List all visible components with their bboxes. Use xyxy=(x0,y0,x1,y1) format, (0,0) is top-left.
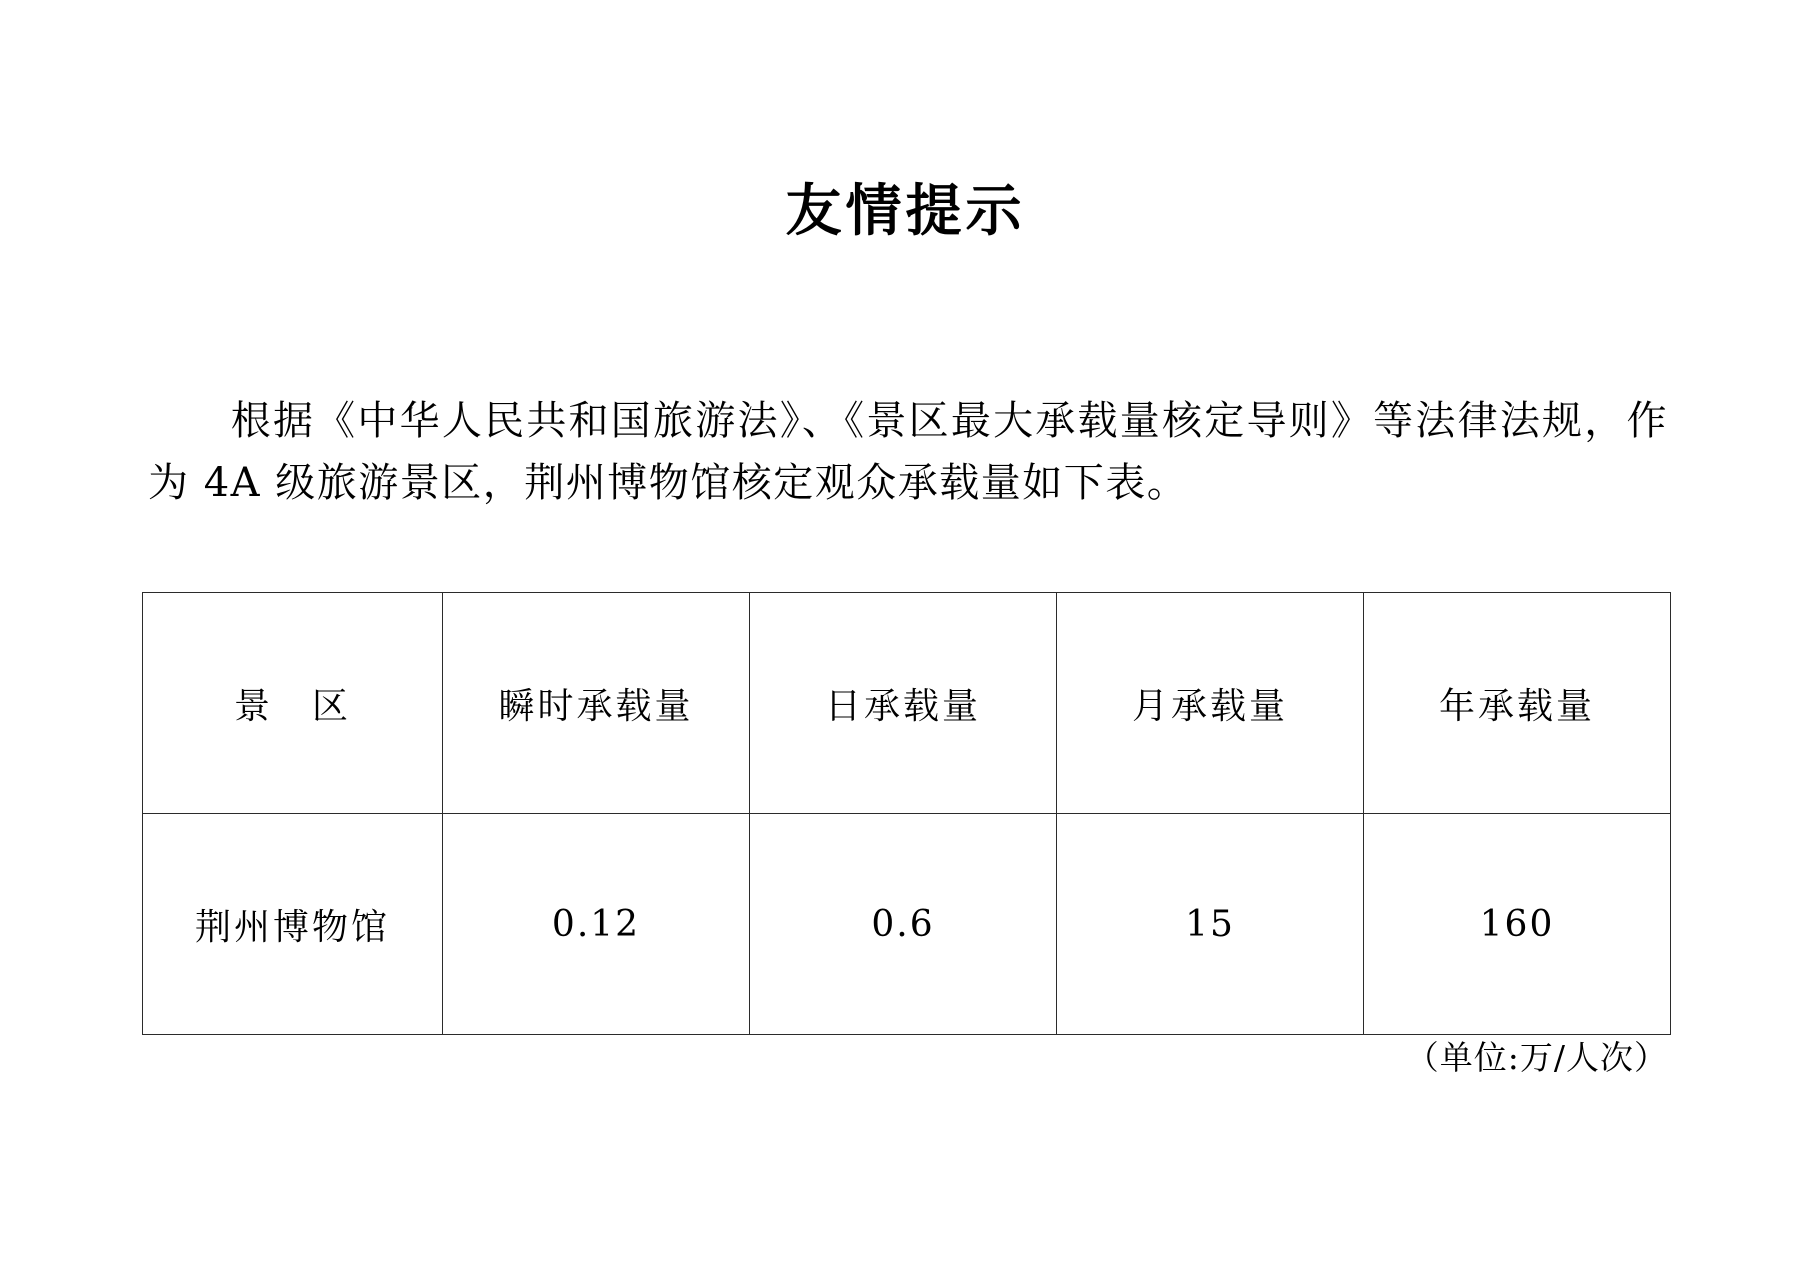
paragraph-text: 根据《中华人民共和国旅游法》、《景区最大承载量核定导则》等法律法规，作为 4A 级旅游景区，荆州博物馆核定观众承载量如下表。 xyxy=(148,398,1668,506)
cell-daily-capacity: 0.6 xyxy=(750,814,1057,1035)
body-paragraph xyxy=(148,390,1668,514)
cell-instant-capacity: 0.12 xyxy=(443,814,750,1035)
cell-monthly-capacity: 15 xyxy=(1057,814,1364,1035)
unit-note: （单位:万/人次） xyxy=(1405,1038,1668,1077)
table-header-scenic-area: 景 区 xyxy=(143,593,443,814)
table-row xyxy=(143,814,1671,1035)
table-header-monthly-capacity: 月承载量 xyxy=(1057,593,1364,814)
table-header-row xyxy=(143,593,1671,814)
page-title: 友情提示 xyxy=(785,178,1026,244)
cell-yearly-capacity: 160 xyxy=(1364,814,1671,1035)
capacity-table xyxy=(142,592,1671,1035)
cell-scenic-area: 荆州博物馆 xyxy=(143,814,443,1035)
table-header-yearly-capacity: 年承载量 xyxy=(1364,593,1671,814)
table-header-instant-capacity: 瞬时承载量 xyxy=(443,593,750,814)
table-header-daily-capacity: 日承载量 xyxy=(750,593,1057,814)
